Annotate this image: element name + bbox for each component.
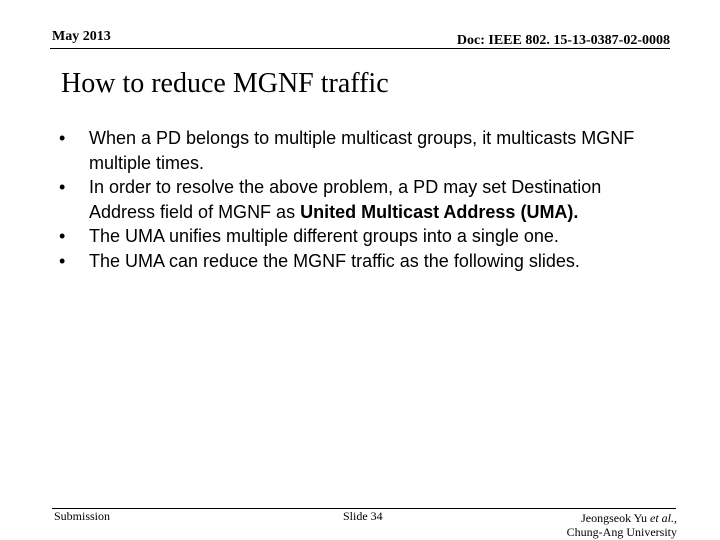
bullet-icon: •: [59, 250, 66, 271]
bullet-icon: •: [59, 128, 66, 148]
bullet-icon: •: [59, 177, 66, 197]
footer-submission: Submission: [54, 509, 111, 523]
footer-author-line: [567, 511, 677, 525]
bullet-icon: •: [59, 226, 66, 246]
bullet-text: The UMA unifies multiple different groups into a single one.: [89, 226, 559, 246]
slide-title: How to reduce MGNF traffic: [61, 68, 389, 99]
bullet-item: [59, 126, 659, 175]
bullet-item: [59, 224, 659, 249]
bullet-item: [59, 175, 659, 224]
bullet-list: [59, 126, 659, 273]
footer-slide-number: Slide 34: [343, 509, 383, 523]
bullet-text: In order to resolve the above problem, a PD may set Destination Address field of MGNF as: [89, 177, 602, 222]
bullet-text: When a PD belongs to multiple multicast groups, it multicasts MGNF multiple times.: [89, 128, 635, 173]
footer-author-block: [567, 511, 677, 539]
bullet-bold-text: United Multicast Address (UMA).: [300, 201, 579, 222]
header-date: May 2013: [52, 29, 111, 44]
footer-author-suffix: ,: [674, 511, 677, 525]
bullet-text: The UMA can reduce the MGNF traffic as the following slides.: [89, 250, 580, 271]
footer-author: Jeongseok Yu: [581, 511, 647, 525]
footer-affiliation: Chung-Ang University: [566, 525, 677, 539]
bullet-item: [59, 249, 659, 274]
header-divider: [50, 48, 670, 49]
header-doc-number: Doc: IEEE 802. 15-13-0387-02-0008: [456, 33, 670, 48]
footer-et-al: et al.: [650, 511, 674, 525]
